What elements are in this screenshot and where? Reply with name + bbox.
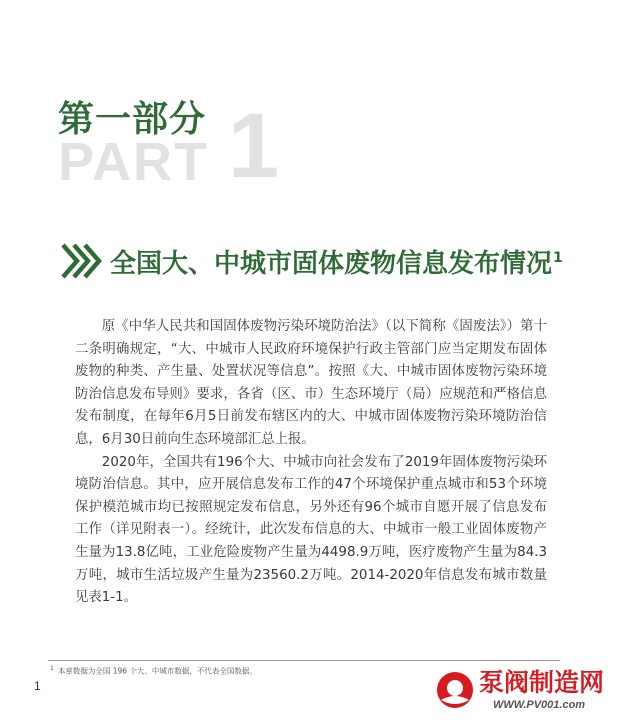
- paragraph-2: 2020年，全国共有196个大、中城市向社会发布了2019年固体废物污染环境防治信息。其中，应开展信息发布工作的47个环境保护重点城市和53个环境保护模范城市均已按照规定发布信息，另外还有96个城市自愿开展了信息发布工作（详见附表一）。经统计，此次发布信息的大、中城市一般工业固体废物产生量为13.8亿吨，工业危险废物产生量为4498.9万吨，医疗废物产生量为84.3万吨，城市生活垃圾产生量为23560.2万吨。2014-2020年信息发布城市数量见表1-1。: [75, 454, 547, 606]
- footnote-text: 本章数据为全国 196 个大、中城市数据，不代表全国数据。: [57, 666, 257, 676]
- footnote-marker: 1: [50, 665, 54, 672]
- paragraph-1: 原《中华人民共和国固体废物污染环境防治法》（以下简称《固废法》）第十二条明确规定，“大、中城市人民政府环境保护行政主管部门应当定期发布固体废物的种类、产生量、处置状况等信息”。按照《大、中城市固体废物污染环境防治信息发布导则》要求，各省（区、市）生态环境厅（局）应规范和严格信息发布制度，在每年6月5日前发布辖区内的大、中城市固体废物污染环境防治信息，6月30日前向生态环境部汇总上报。: [75, 319, 547, 447]
- footnote-reference[interactable]: 1: [553, 249, 563, 266]
- section-title: 全国大、中城市固体废物信息发布情况$^1$: [110, 248, 563, 279]
- part-number: 1: [228, 95, 280, 197]
- watermark-logo-icon: [435, 670, 475, 710]
- body-text: [75, 316, 547, 610]
- part-title-block: [58, 95, 318, 197]
- part-label-cn: 第一部分: [58, 99, 207, 140]
- watermark: [435, 668, 625, 716]
- part-label-en: PART: [58, 132, 209, 192]
- section-heading: [60, 236, 580, 286]
- watermark-name: 泵阀制造网: [479, 668, 605, 697]
- page-number: 1: [34, 679, 41, 693]
- watermark-url: WWW.PV001.com: [493, 699, 586, 711]
- footnote-divider: [48, 660, 560, 661]
- double-chevron-right-icon: [60, 241, 104, 281]
